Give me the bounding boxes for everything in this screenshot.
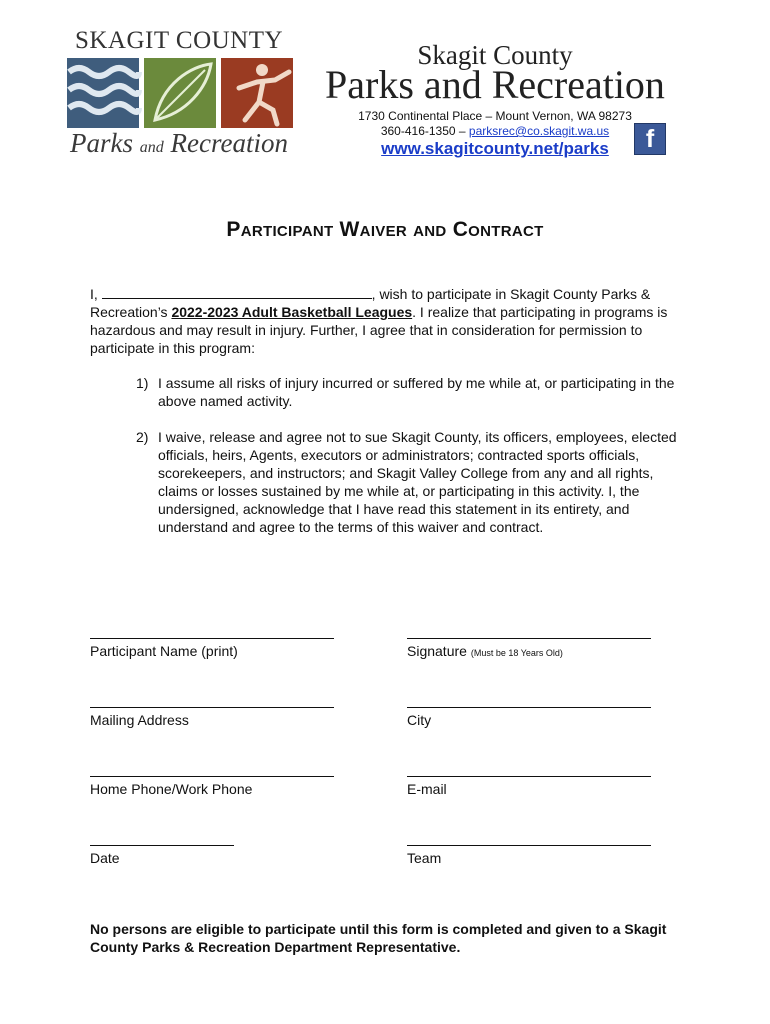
item-text: I waive, release and agree not to sue Skagit County, its officers, employees, elected officials, heirs, Agents, executors or administrators; contracted sports officials, scorekeepers, and instructors; and Skagit Valley College from any and all rights, claims or losses sustained by me while at, or participating in this activity. I, the undersigned, acknowledge that I have read this statement in its entirety, and understand and agree to the terms of this waiver and contract. [158,429,677,535]
team-field[interactable] [407,845,651,867]
field-line [407,707,651,708]
field-label: Mailing Address [90,712,189,728]
field-line [90,638,334,639]
intro-paragraph [90,285,690,357]
org-county: Skagit County [417,40,573,70]
logo-tiles-icon [67,58,293,128]
field-label: Team [407,850,442,866]
participant-name-blank[interactable] [102,286,372,299]
eligibility-notice: No persons are eligible to participate until this form is completed and given to a Skagit County Parks & Recreation Department Representative. [90,921,667,955]
intro-after-blank: , wish to participate in Skagit County Parks & Recreation’s [90,286,651,320]
facebook-icon[interactable] [634,123,666,155]
waiver-item-1 [136,374,686,410]
phone-field[interactable] [90,776,334,798]
facebook-glyph: f [645,125,655,153]
city-field[interactable] [407,707,651,729]
item-text: I assume all risks of injury incurred or suffered by me while at, or participating in the above named activity. [158,375,675,409]
field-line [407,776,651,777]
signature-label: Signature [407,643,467,659]
waiver-item-2 [136,428,686,536]
field-label [407,643,651,662]
website-link[interactable]: www.skagitcounty.net/parks [381,139,609,158]
intro-prefix: I, [90,286,102,302]
field-line [90,776,334,777]
program-name: 2022-2023 Adult Basketball Leagues [171,304,413,320]
item-number: 1) [136,375,149,391]
phone: 360-416-1350 – [380,124,466,138]
page-title: Participant Waiver and Contract [226,218,544,241]
field-line [90,845,234,846]
email-link[interactable]: parksrec@co.skagit.wa.us [468,124,610,138]
field-line [90,707,334,708]
logo-script-parks: Parks [70,128,134,158]
intro-rest: . I realize that participating in programs is hazardous and may result in injury. Further, I agree that in consideration for permission to participate in this program: [90,304,668,356]
org-name: Parks and Recreation [325,62,665,107]
date-field[interactable] [90,845,234,867]
logo-script-text [63,127,295,164]
field-label: Home Phone/Work Phone [90,781,253,797]
contact-line [300,124,690,139]
field-label: Date [90,850,120,866]
logo-script-and: and [139,139,164,156]
field-line [407,638,651,639]
county-logo [63,27,295,159]
field-label: City [407,712,432,728]
item-number: 2) [136,429,149,445]
mailing-address-field[interactable] [90,707,334,729]
field-line [407,845,651,846]
logo-script-recreation: Recreation [170,128,288,158]
field-label: E-mail [407,781,447,797]
participant-name-field[interactable] [90,638,334,660]
signature-field[interactable] [407,638,651,662]
logo-county-text: SKAGIT COUNTY [74,27,284,54]
address: 1730 Continental Place – Mount Vernon, WA 98273 [358,109,632,123]
field-label: Participant Name (print) [90,643,238,659]
email-field[interactable] [407,776,651,798]
signature-note: (Must be 18 Years Old) [470,648,563,658]
